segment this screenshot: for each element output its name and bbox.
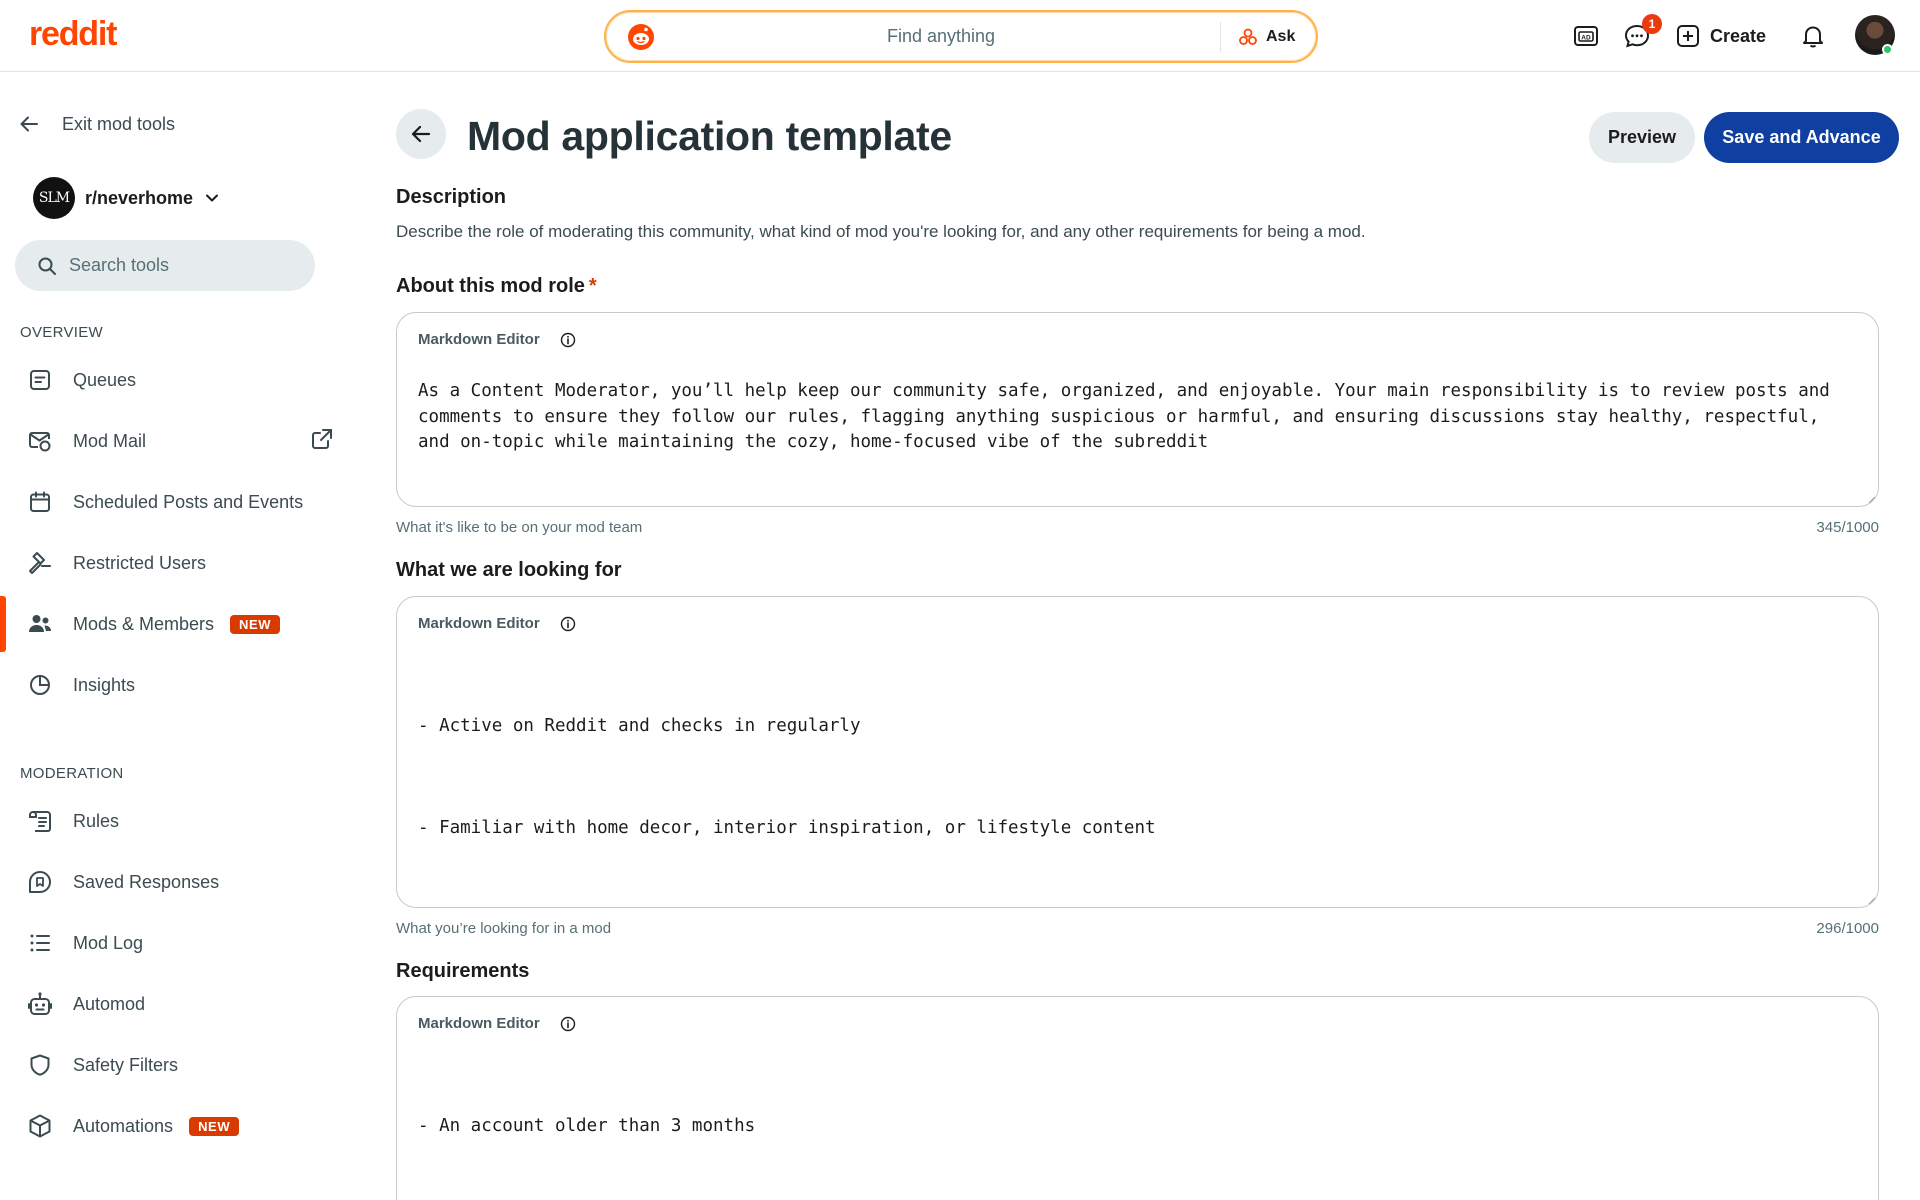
requirements-label: Requirements [396,960,530,982]
sidebar-item-queues[interactable] [0,352,345,408]
robot-icon [27,991,53,1017]
chevron-down-icon [203,189,221,207]
shield-icon [27,1052,53,1078]
sidebar-item-label: Scheduled Posts and Events [73,491,304,512]
community-switcher[interactable] [33,177,221,219]
resize-handle-icon[interactable] [1866,494,1876,504]
save-and-advance-button[interactable]: Save and Advance [1704,112,1899,163]
create-label: Create [1710,25,1767,46]
preview-button[interactable]: Preview [1589,112,1695,163]
moderation-section-title: MODERATION [20,765,124,782]
search-icon [37,256,57,276]
exit-mod-tools-link[interactable] [18,113,175,135]
sidebar-item-mod-log[interactable] [0,915,345,971]
editor-line: - Active on Reddit and checks in regularly [418,716,861,736]
sidebar-item-saved-responses[interactable] [0,854,345,910]
pie-chart-icon [27,672,53,698]
search-input[interactable]: Find anything [886,26,996,46]
about-mod-role-label-text: About this mod role [396,275,585,297]
ask-icon [1238,27,1258,47]
community-avatar: SLM [33,177,75,219]
reddit-logo[interactable]: reddit [29,15,117,53]
chat-notification-badge: 1 [1642,14,1662,34]
reddit-snoo-icon [628,24,654,50]
editor-line: - Familiar with home decor, interior inspiration, or lifestyle content [418,818,1156,838]
requirements-editor[interactable] [396,996,1879,1200]
sidebar-item-scheduled-posts[interactable] [0,474,345,530]
community-name: r/neverhome [85,187,194,208]
about-mod-role-label [396,275,597,298]
back-button[interactable] [396,109,446,159]
info-icon[interactable] [560,332,576,348]
markdown-editor-label: Markdown Editor [418,1015,540,1032]
description-text: Describe the role of moderating this community, what kind of mod you're looking for, and any other requirements for being a mod. [396,222,1366,241]
description-heading: Description [396,186,507,208]
sidebar-item-label: Saved Responses [73,871,220,892]
arrow-left-icon [18,113,40,135]
editor-line: - An account older than 3 months [418,1116,756,1136]
requirements-textarea[interactable] [418,1063,1854,1200]
sidebar-item-label: Automations [73,1115,174,1136]
markdown-editor-header [418,331,576,348]
sidebar-item-label: Automod [73,993,146,1014]
saved-responses-icon [27,869,53,895]
sidebar-item-label: Mod Mail [73,430,147,451]
mod-tools-sidebar [0,73,345,1200]
about-mod-role-helper: What it's like to be on your mod team [396,519,643,536]
search-tools-placeholder: Search tools [69,255,170,275]
queue-icon [27,367,53,393]
notification-bell-icon[interactable] [1799,22,1827,50]
rules-icon [27,808,53,834]
sidebar-item-automations[interactable] [0,1098,345,1154]
list-icon [27,930,53,956]
new-badge: NEW [189,1117,239,1136]
sidebar-item-label: Insights [73,674,136,695]
sidebar-item-label: Queues [73,369,137,390]
resize-handle-icon[interactable] [1866,895,1876,905]
markdown-editor-header [418,615,576,632]
page-title: Mod application template [467,113,952,159]
search-tools-input[interactable] [15,240,315,291]
sidebar-item-label: Restricted Users [73,552,207,573]
markdown-editor-label: Markdown Editor [418,615,540,632]
looking-for-helper: What you’re looking for in a mod [396,920,612,937]
calendar-icon [27,489,53,515]
about-mod-role-textarea[interactable]: As a Content Moderator, you’ll help keep our community safe, organized, and enjoyable. Your main responsibility is to review posts and comments to ensure they follow our rules, flagging anything suspicious or harmful, and ensuring discussions stay healthy, respectful, and on-topic while maintaining the cozy, home-focused vibe of the subreddit [418,381,1841,452]
svg-text:AD: AD [1581,34,1591,42]
external-link-icon[interactable] [310,427,334,451]
mod-mail-icon [27,428,53,454]
info-icon[interactable] [560,616,576,632]
cube-icon [27,1113,53,1139]
sidebar-item-automod[interactable] [0,976,345,1032]
plus-square-icon [1676,24,1700,48]
sidebar-item-label: Rules [73,810,120,831]
info-icon[interactable] [560,1016,576,1032]
online-status-dot [1882,44,1893,55]
ask-label: Ask [1266,28,1296,45]
new-badge: NEW [230,615,280,634]
exit-mod-tools-label: Exit mod tools [62,113,176,134]
sidebar-item-label: Safety Filters [73,1054,179,1075]
overview-section-title: OVERVIEW [20,324,103,341]
ask-button[interactable] [1238,23,1295,51]
looking-for-textarea[interactable] [418,663,1854,908]
sidebar-item-safety-filters[interactable] [0,1037,345,1093]
sidebar-item-mods-members[interactable] [0,596,345,652]
markdown-editor-header [418,1015,576,1032]
about-mod-role-editor[interactable] [396,312,1879,507]
advertise-icon[interactable] [1572,22,1600,50]
sidebar-item-mod-mail[interactable] [0,413,345,469]
sidebar-item-restricted-users[interactable] [0,535,345,591]
global-search-bar[interactable] [604,10,1318,63]
main-content [396,73,1920,1200]
sidebar-item-label: Mods & Members [73,613,215,634]
create-button[interactable] [1676,20,1766,52]
markdown-editor-label: Markdown Editor [418,331,540,348]
arrow-left-icon [409,122,433,146]
sidebar-item-rules[interactable] [0,793,345,849]
about-mod-role-char-count: 345/1000 [1816,519,1879,536]
required-asterisk: * [588,275,597,297]
members-icon [27,611,53,637]
sidebar-item-insights[interactable] [0,657,345,713]
top-bar [0,0,1920,72]
search-divider [1220,22,1221,52]
looking-for-editor[interactable] [396,596,1879,908]
sidebar-item-label: Mod Log [73,932,144,953]
looking-for-label: What we are looking for [396,559,622,581]
hammer-icon [27,550,53,576]
looking-for-char-count: 296/1000 [1816,920,1879,937]
